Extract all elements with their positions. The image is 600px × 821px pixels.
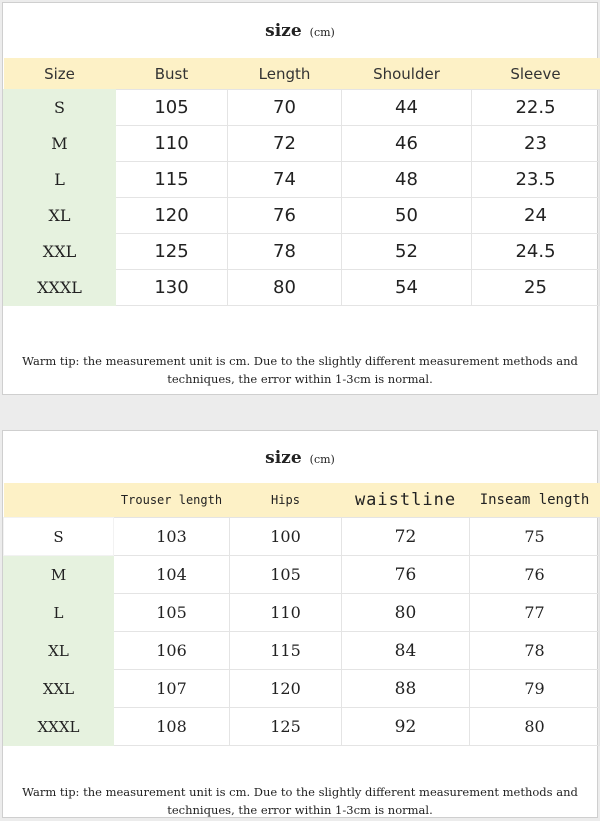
hips-cell: 100 bbox=[230, 518, 342, 556]
size-cell: XXL bbox=[4, 234, 116, 270]
inseam-length-cell: 79 bbox=[470, 670, 600, 708]
length-cell: 80 bbox=[228, 270, 342, 306]
header-sleeve: Sleeve bbox=[472, 58, 600, 90]
shoulder-cell: 48 bbox=[342, 162, 472, 198]
bottom-tip-line-2: techniques, the error within 1-3cm is normal. bbox=[167, 803, 433, 817]
shoulder-cell: 52 bbox=[342, 234, 472, 270]
bust-cell: 115 bbox=[116, 162, 228, 198]
header-inseam-length: Inseam length bbox=[470, 483, 600, 518]
inseam-length-cell: 77 bbox=[470, 594, 600, 632]
top-size-chart bbox=[2, 2, 598, 395]
size-cell: XXL bbox=[4, 670, 114, 708]
inseam-length-cell: 78 bbox=[470, 632, 600, 670]
top-chart-unit: (cm) bbox=[309, 26, 335, 39]
header-size-blank bbox=[4, 483, 114, 518]
size-cell: L bbox=[4, 162, 116, 198]
size-cell: XXXL bbox=[4, 270, 116, 306]
table-row bbox=[4, 198, 600, 234]
top-chart-title-text: size bbox=[265, 21, 302, 41]
top-tip-line-1: Warm tip: the measurement unit is cm. Due to the slightly different measurement methods and bbox=[22, 354, 578, 368]
length-cell: 72 bbox=[228, 126, 342, 162]
top-tip-line-2: techniques, the error within 1-3cm is normal. bbox=[167, 372, 433, 386]
header-length: Length bbox=[228, 58, 342, 90]
length-cell: 76 bbox=[228, 198, 342, 234]
header-trouser-length: Trouser length bbox=[114, 483, 230, 518]
top-table-header-row bbox=[4, 58, 600, 90]
header-hips: Hips bbox=[230, 483, 342, 518]
sleeve-cell: 23.5 bbox=[472, 162, 600, 198]
header-size: Size bbox=[4, 58, 116, 90]
sleeve-cell: 22.5 bbox=[472, 90, 600, 126]
top-warm-tip bbox=[3, 352, 597, 388]
trouser-length-cell: 103 bbox=[114, 518, 230, 556]
hips-cell: 105 bbox=[230, 556, 342, 594]
table-row bbox=[4, 162, 600, 198]
trouser-length-cell: 105 bbox=[114, 594, 230, 632]
top-size-table bbox=[3, 58, 600, 306]
bust-cell: 105 bbox=[116, 90, 228, 126]
bottom-tip-line-1: Warm tip: the measurement unit is cm. Due to the slightly different measurement methods and bbox=[22, 785, 578, 799]
table-row bbox=[4, 518, 600, 556]
hips-cell: 115 bbox=[230, 632, 342, 670]
shoulder-cell: 44 bbox=[342, 90, 472, 126]
bust-cell: 130 bbox=[116, 270, 228, 306]
trouser-length-cell: 107 bbox=[114, 670, 230, 708]
waistline-cell: 92 bbox=[342, 708, 470, 746]
table-row bbox=[4, 126, 600, 162]
bust-cell: 120 bbox=[116, 198, 228, 234]
bust-cell: 125 bbox=[116, 234, 228, 270]
shoulder-cell: 54 bbox=[342, 270, 472, 306]
bottom-table-header-row bbox=[4, 483, 600, 518]
bust-cell: 110 bbox=[116, 126, 228, 162]
trouser-length-cell: 108 bbox=[114, 708, 230, 746]
table-row bbox=[4, 708, 600, 746]
bottom-chart-unit: (cm) bbox=[309, 453, 335, 466]
size-cell: XXXL bbox=[4, 708, 114, 746]
length-cell: 70 bbox=[228, 90, 342, 126]
table-row bbox=[4, 670, 600, 708]
trouser-length-cell: 106 bbox=[114, 632, 230, 670]
sleeve-cell: 23 bbox=[472, 126, 600, 162]
table-row bbox=[4, 632, 600, 670]
bottom-chart-title bbox=[3, 448, 597, 468]
table-row bbox=[4, 556, 600, 594]
size-cell: XL bbox=[4, 198, 116, 234]
bottom-size-table bbox=[3, 483, 600, 746]
size-cell: L bbox=[4, 594, 114, 632]
shoulder-cell: 46 bbox=[342, 126, 472, 162]
size-cell: S bbox=[4, 518, 114, 556]
size-cell: M bbox=[4, 556, 114, 594]
hips-cell: 110 bbox=[230, 594, 342, 632]
size-cell: S bbox=[4, 90, 116, 126]
header-shoulder: Shoulder bbox=[342, 58, 472, 90]
header-waistline: waistline bbox=[342, 483, 470, 518]
length-cell: 74 bbox=[228, 162, 342, 198]
size-cell: M bbox=[4, 126, 116, 162]
bottom-size-chart bbox=[2, 430, 598, 818]
hips-cell: 120 bbox=[230, 670, 342, 708]
hips-cell: 125 bbox=[230, 708, 342, 746]
length-cell: 78 bbox=[228, 234, 342, 270]
sleeve-cell: 24 bbox=[472, 198, 600, 234]
table-row bbox=[4, 270, 600, 306]
inseam-length-cell: 75 bbox=[470, 518, 600, 556]
table-row bbox=[4, 90, 600, 126]
inseam-length-cell: 80 bbox=[470, 708, 600, 746]
bottom-warm-tip bbox=[3, 783, 597, 819]
sleeve-cell: 25 bbox=[472, 270, 600, 306]
inseam-length-cell: 76 bbox=[470, 556, 600, 594]
sleeve-cell: 24.5 bbox=[472, 234, 600, 270]
waistline-cell: 88 bbox=[342, 670, 470, 708]
header-bust: Bust bbox=[116, 58, 228, 90]
size-cell: XL bbox=[4, 632, 114, 670]
waistline-cell: 76 bbox=[342, 556, 470, 594]
table-row bbox=[4, 594, 600, 632]
table-row bbox=[4, 234, 600, 270]
bottom-chart-title-text: size bbox=[265, 448, 302, 468]
shoulder-cell: 50 bbox=[342, 198, 472, 234]
trouser-length-cell: 104 bbox=[114, 556, 230, 594]
waistline-cell: 72 bbox=[342, 518, 470, 556]
waistline-cell: 80 bbox=[342, 594, 470, 632]
top-chart-title bbox=[3, 21, 597, 41]
waistline-cell: 84 bbox=[342, 632, 470, 670]
